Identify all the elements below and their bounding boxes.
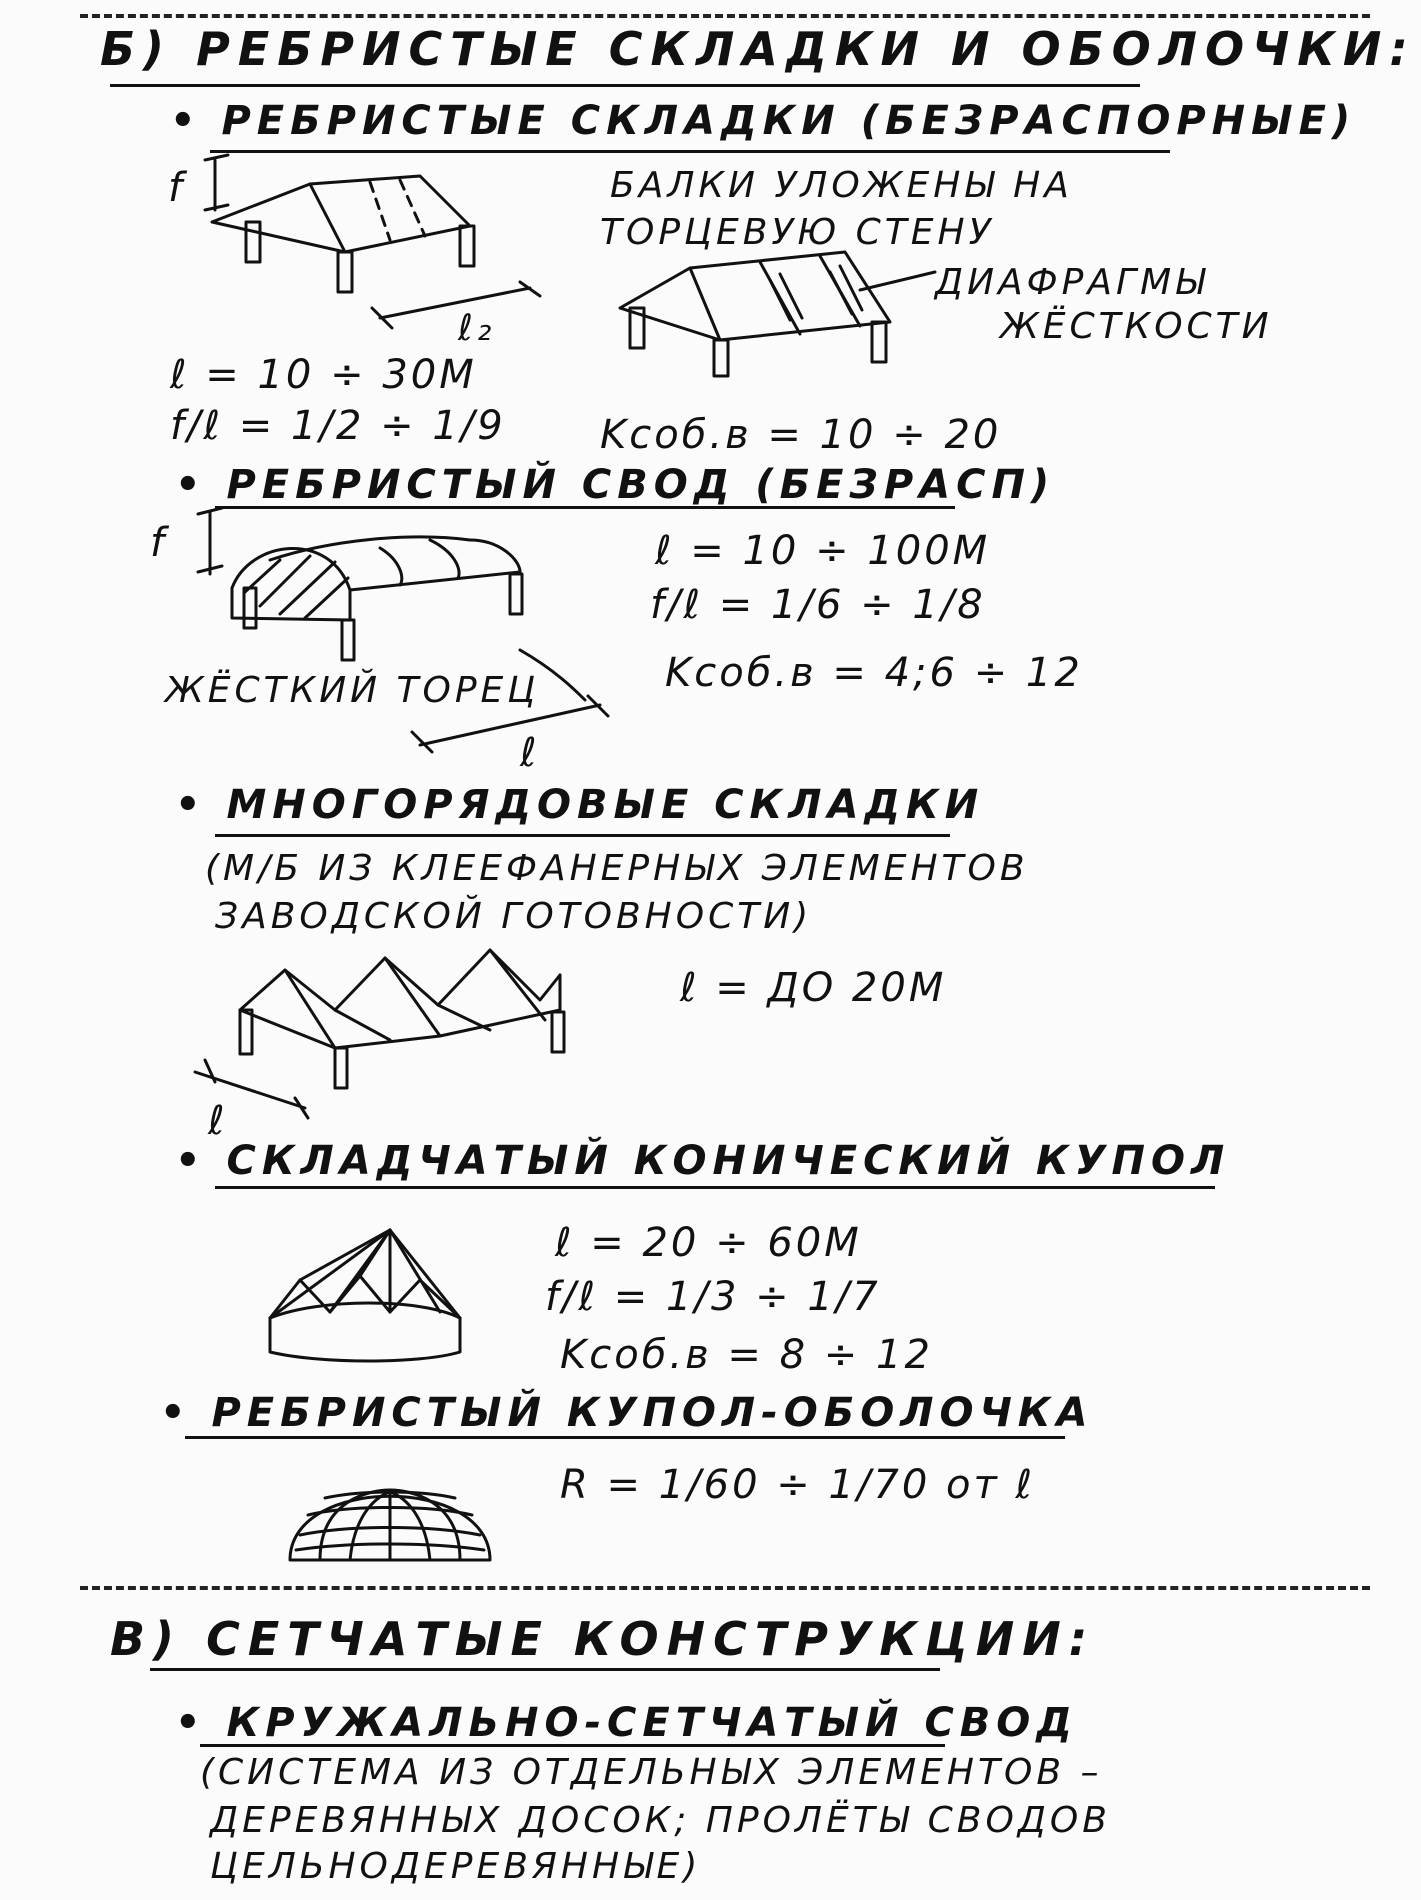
rigid-end-label: ЖЁСТКИЙ ТОРЕЦ [165,670,540,711]
ribbed-folds-diaphragm-sketch [620,252,935,376]
multirow-folds-sketch [195,950,564,1118]
conical-dome-span: ℓ = 20 ÷ 60М [555,1220,862,1266]
lattice-vault-title: • КРУЖАЛЬНО-СЕТЧАТЫЙ СВОД [175,1700,1078,1746]
ribbed-vault-sketch [198,508,608,752]
conical-dome-title: • СКЛАДЧАТЫЙ КОНИЧЕСКИЙ КУПОЛ [175,1138,1231,1184]
ribbed-folds-title: • РЕБРИСТЫЕ СКЛАДКИ (БЕЗРАСПОРНЫЕ) [170,98,1357,144]
multirow-folds-subtitle-line1: (М/Б ИЗ КЛЕЕФАНЕРНЫХ ЭЛЕМЕНТОВ [205,848,1029,889]
ribbed-vault-span: ℓ = 10 ÷ 100М [655,528,991,574]
ribbed-vault-f-label: f [150,520,168,566]
beams-note-line1: БАЛКИ УЛОЖЕНЫ НА [610,165,1073,206]
ribbed-folds-l2-label: ℓ₂ [458,308,496,349]
ribbed-vault-k: Kсоб.в = 4;6 ÷ 12 [665,650,1083,696]
section-b-heading: Б) РЕБРИСТЫЕ СКЛАДКИ И ОБОЛОЧКИ: [100,22,1416,76]
ribbed-vault-title: • РЕБРИСТЫЙ СВОД (БЕЗРАСП) [175,462,1056,508]
dome-shell-sketch [290,1490,490,1560]
ribbed-vault-ratio: f/ℓ = 1/6 ÷ 1/8 [650,582,986,628]
multirow-folds-span: ℓ = ДО 20М [680,965,947,1011]
conical-dome-ratio: f/ℓ = 1/3 ÷ 1/7 [545,1274,881,1320]
conical-dome-sketch [270,1230,460,1361]
conical-dome-k: Kсоб.в = 8 ÷ 12 [560,1332,933,1378]
section-v-heading: В) СЕТЧАТЫЕ КОНСТРУКЦИИ: [110,1612,1096,1666]
ribbed-folds-ratio: f/ℓ = 1/2 ÷ 1/9 [170,403,506,449]
ribbed-folds-sketch [205,155,540,328]
dome-shell-radius: R = 1/60 ÷ 1/70 от ℓ [560,1462,1036,1508]
multirow-folds-subtitle-line2: ЗАВОДСКОЙ ГОТОВНОСТИ) [215,896,813,937]
multirow-folds-l-label: ℓ [208,1098,228,1144]
ribbed-folds-f-label: f [168,165,186,211]
ribbed-folds-k: Kсоб.в = 10 ÷ 20 [600,412,1002,458]
multirow-folds-title: • МНОГОРЯДОВЫЕ СКЛАДКИ [175,782,985,828]
dome-shell-title: • РЕБРИСТЫЙ КУПОЛ-ОБОЛОЧКА [160,1390,1094,1436]
beams-note-line2: ТОРЦЕВУЮ СТЕНУ [600,212,995,253]
ribbed-folds-span: ℓ = 10 ÷ 30М [170,352,477,398]
lattice-vault-desc-line3: ЦЕЛЬНОДЕРЕВЯННЫЕ) [210,1846,702,1887]
ribbed-vault-l-label: ℓ [520,730,540,776]
lattice-vault-desc-line1: (СИСТЕМА ИЗ ОТДЕЛЬНЫХ ЭЛЕМЕНТОВ – [200,1752,1103,1793]
diaphragms-line2: ЖЁСТКОСТИ [1000,306,1273,347]
lattice-vault-desc-line2: ДЕРЕВЯННЫХ ДОСОК; ПРОЛЁТЫ СВОДОВ [210,1800,1111,1841]
diaphragms-line1: ДИАФРАГМЫ [935,262,1209,303]
